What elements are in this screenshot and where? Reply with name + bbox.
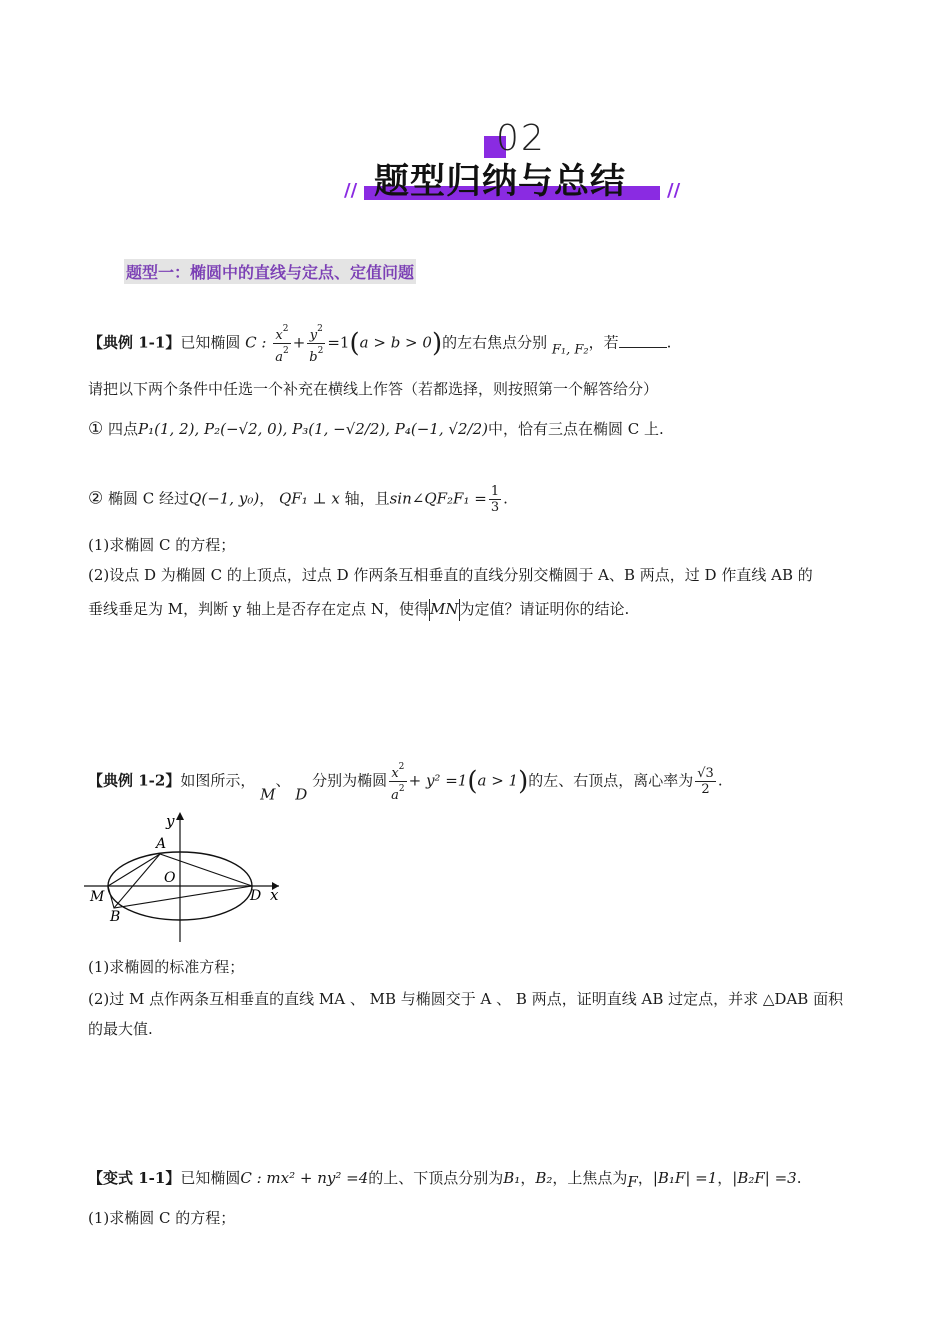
ex2-period: . — [717, 771, 723, 790]
ex1-question-2-line2 — [88, 598, 629, 621]
ex1-condition-2 — [88, 484, 508, 515]
cond1-num: ① — [88, 419, 104, 439]
ex1-period: . — [666, 333, 672, 352]
ex1-ruo: ，若 — [588, 333, 619, 352]
cond2-text1: 椭圆 C 经过 — [108, 489, 190, 508]
section-title: 题型一：椭圆中的直线与定点、定值问题 — [124, 259, 416, 284]
label-d: D — [250, 888, 262, 904]
ex2-ecc: $\frac{√3}{2}$ — [697, 766, 714, 797]
cond1-points: P₁(1, 2), P₂(−√2, 0), P₃(1, −√2/2), P₄(−1, √2/2) — [138, 420, 488, 438]
ex1-frac-y: $\frac{y^2}{b^2}$ — [309, 324, 324, 365]
var1-eq: C : mx² + ny² =4 — [240, 1169, 369, 1187]
ex1-intro: 已知椭圆 — [180, 333, 241, 352]
label-m: M — [90, 889, 105, 905]
ex1-statement: 【典例 1-1】已知椭圆 C : $\frac{x^2}{a^2}$ + $\frac{y^2}{b^2}$ =1(a > b > 0)的左右焦点分别 F₁, F₂，若 . — [88, 324, 672, 365]
ex1-ellipse-lhs: C : — [245, 333, 267, 352]
ex1-instruction: 请把以下两个条件中任选一个补充在横线上作答（若都选择，则按照第一个解答给分） — [88, 380, 659, 398]
var1-question-1: (1)求椭圆 C 的方程； — [88, 1209, 236, 1227]
var1-text1: 已知椭圆 — [180, 1169, 241, 1187]
cond2-frac: $\frac{1}{3}$ — [490, 484, 500, 515]
cond2-text3: 轴，且 — [344, 489, 390, 508]
ex1-question-2-line1: (2)设点 D 为椭圆 C 的上顶点，过点 D 作两条互相垂直的直线分别交椭圆于 A、B 两点，过 D 作直线 AB 的 — [88, 566, 813, 584]
ex2-question-2-line2: 的最大值. — [88, 1020, 153, 1038]
cond2-text2: ， — [259, 489, 275, 508]
y-axis-arrow — [176, 812, 184, 820]
var1-statement — [88, 1167, 802, 1191]
header-slash-right: // — [667, 180, 681, 201]
ex2-dun: 、 — [275, 771, 291, 790]
ex2-frac-x: $\frac{x^2}{a^2}$ — [391, 762, 405, 803]
cond2-period: . — [503, 489, 508, 508]
cond1-text1: 四点 — [108, 420, 139, 438]
var1-period: . — [796, 1169, 802, 1187]
cond2-perp: QF₁ ⊥ x — [278, 489, 340, 508]
ex1-frac-x: $\frac{x^2}{a^2}$ — [275, 324, 289, 365]
header-number: 02 — [496, 118, 546, 159]
ex2-m: M — [260, 785, 276, 804]
q2-line2b: 为定值？请证明你的结论. — [459, 600, 630, 618]
label-b: B — [110, 909, 121, 925]
ex2-d: D — [295, 785, 308, 804]
ex1-blank — [619, 335, 667, 348]
var1-cond2: |B₂F| =3 — [732, 1169, 797, 1187]
ex2-question-2-line1: (2)过 M 点作两条互相垂直的直线 MA 、 MB 与椭圆交于 A 、 B 两点，证明直线 AB 过定点，并求 △DAB 面积 — [88, 990, 844, 1008]
var1-b2: B₂ — [535, 1169, 553, 1187]
ex1-foci-text: 的左右焦点分别 — [442, 333, 548, 352]
cond2-num: ② — [88, 488, 104, 509]
ex2-text1: 如图所示， — [180, 771, 256, 790]
cond1-text2: 中，恰有三点在椭圆 C 上. — [487, 420, 664, 438]
ex1-foci: F₁, F₂ — [551, 342, 589, 358]
label-o: O — [164, 870, 176, 886]
ex2-question-1: (1)求椭圆的标准方程； — [88, 958, 245, 976]
header-title: 题型归纳与总结 — [374, 162, 627, 202]
q2-mn: MN — [430, 600, 459, 618]
ex2-cond: a > 1 — [477, 771, 519, 790]
ex2-statement: 【典例 1-2】如图所示， M、 D 分别为椭圆 $\frac{x^2}{a^2}$ + y² =1(a > 1)的左、右顶点，离心率为 $\frac{√3}{2}$ . — [88, 762, 723, 804]
var1-cond1: |B₁F| =1 — [652, 1169, 718, 1187]
q2-line2a: 垂线垂足为 M，判断 y 轴上是否存在定点 N，使得 — [88, 600, 430, 618]
label-x: x — [270, 886, 279, 904]
var1-b1: B₁ — [503, 1169, 521, 1187]
var1-text2: 的上、下顶点分别为 — [368, 1169, 504, 1187]
ex1-cond: a > b > 0 — [359, 333, 432, 352]
ex2-eq-rest: + y² =1 — [408, 771, 468, 790]
var1-text4: ， — [637, 1169, 653, 1187]
ex2-text2: 分别为椭圆 — [312, 771, 388, 790]
ex1-tag: 【典例 1-1】 — [88, 333, 181, 352]
var1-comma-2: ， — [717, 1169, 733, 1187]
ellipse-figure — [84, 808, 294, 948]
var1-comma: ， — [520, 1169, 536, 1187]
ex1-question-1: (1)求椭圆 C 的方程； — [88, 536, 236, 554]
line-ab — [114, 854, 160, 908]
var1-text3: ，上焦点为 — [552, 1169, 628, 1187]
label-a: A — [156, 836, 167, 852]
cond2-sin: sin∠QF₂F₁ = — [389, 489, 487, 508]
ex2-tag: 【典例 1-2】 — [88, 771, 181, 790]
var1-tag: 【变式 1-1】 — [88, 1169, 181, 1187]
var1-f: F — [627, 1173, 638, 1191]
ex1-condition-1 — [88, 418, 664, 439]
ex1-eq-rest: =1 — [327, 333, 350, 352]
label-y: y — [166, 812, 175, 830]
ex2-text3: 的左、右顶点，离心率为 — [528, 771, 694, 790]
cond2-point: Q(−1, y₀) — [189, 489, 260, 508]
header-slash-left: // — [344, 180, 358, 201]
